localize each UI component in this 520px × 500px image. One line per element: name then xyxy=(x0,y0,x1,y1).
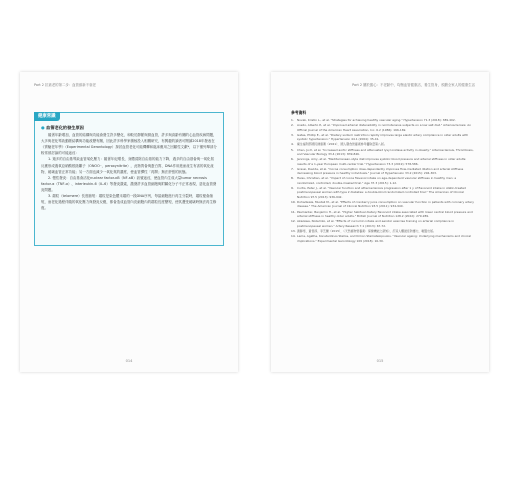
reference-number: 6. xyxy=(291,157,294,162)
box-body xyxy=(41,125,217,211)
reference-number: 14. xyxy=(291,234,296,239)
reference-text: 衛生福利部國民健康署（2021）．國人膳食營養素參考攝取量第八版。 xyxy=(297,142,387,147)
reference-text: Akazawa, Nobuhiko, et al. "Effects of curcumin intake and aerobic exercise training on arterial compliance in postmenopausal women." Artery Research 7.1 (2013): 67-72. xyxy=(297,219,455,228)
box-heading-text: 血管老化的發生原因 xyxy=(46,125,84,130)
reference-number: 12. xyxy=(291,219,296,224)
health-tip-box xyxy=(34,112,224,246)
paragraph-intro: 隨著年齡增加，血管的結構與功能會發生許多變化，和較於靜脈與微血管，許多與高齡有關的心血管疾病問題，大多與老化導致動脈結構與功能改變有關，因此許多科學家積極投入相關研究，有興趣的讀者可閱讀2018年發表在《實驗老年學》（Experimental Gerontology）探討血管老化可能機轉和臨床應用之回顧性文獻*，以下僅列舉部分較常被討論的可能途徑： xyxy=(41,133,217,156)
reference-text: Jennings, Amy, et al. "Mediterranean-style diet improves systolic blood pressure and arterial stiffness in older adults: results of a 1-year European multi-center trial." Hypertension 73.3 (2019): 578-586. xyxy=(297,157,467,166)
page-number-right: 015 xyxy=(376,359,384,363)
reference-text: Lama, Agathe, Konstantinos Stellos, and Kimon Stamatelopoulos. "Vascular ageing: Underlying mechanisms and clinical implications." Experimental Gerontology 109 (2018): 16-30. xyxy=(297,234,471,243)
running-header-right: Part 2 關於擔心：不老齡中，均衡血管健康活，養生管身，預鍛全家人的健康生活 xyxy=(352,83,475,87)
reference-text: Novak, Kristin L., et al. "Strategies for achieving healthy vascular aging." Hypertension 71.3 (2018): 389-402. xyxy=(297,118,456,122)
reference-number: 1. xyxy=(291,118,294,122)
reference-list xyxy=(291,118,475,243)
reference-number: 11. xyxy=(291,209,296,214)
paragraph-telomere: 3. 端粒（telomere）長度縮短：端粒是染色體末端的一段DNA序列，每當細胞進行再生分裂時，端粒便會縮短，而老化過程伴隨的氧化壓力與發炎反應，都會造成血管內皮細胞內的端粒長度變短，使其遭受破壞時無法再生修復。 xyxy=(41,194,217,211)
reference-number: 8. xyxy=(291,176,294,181)
reference-number: 4. xyxy=(291,142,294,147)
bullet-icon: ● xyxy=(41,125,45,130)
running-header-left: Part 2 抗衰老的第二步：血管維新不衰老 xyxy=(34,83,96,87)
reference-text: Pasmanter, Benjamin H., et al. "Higher habitual dietary flavonoid intake associated with lower central blood pressure and arterial stiffness in healthy older adults." British Journal of Nutrition 128.2 (2022): 279-289. xyxy=(297,209,473,219)
reference-item xyxy=(291,229,475,233)
reference-text: 黃靜雯、黃書淳、李芝蘭（2015）．《天然植物營養素：保健機能之新知》，打造人體最佳防護力，輕醫出版。 xyxy=(297,228,436,233)
reference-number: 2. xyxy=(291,123,294,128)
paragraph-free-radicals: 1. 過多的自由基導致血管氧化壓力：隨著年紀增長，身體清除自由基的能力下降，過多的自由基會與一氧化氮反應形成過氧亞硝酸根陰離子（ONOO⁻，peroxynitrite），此物質會與蛋白質、DNA作用進而產生有害的氧化產物，破壞血管正常功能；另一方面也減少一氧化氮的濃度，使血管彈性「再開」無法舒張的狀態。 xyxy=(41,157,214,174)
right-page xyxy=(271,72,489,372)
reference-item xyxy=(291,234,475,243)
box-heading xyxy=(41,125,217,131)
reference-number: 10. xyxy=(291,200,296,205)
reference-item xyxy=(291,157,475,166)
reference-number: 13. xyxy=(291,228,296,233)
reference-text: Anello, Alberto P., et al. "Improved arterial distensibility in normotensive subjects on a low salt diet." Arteriosclerosis: An Official Journal of the American Heart Association, Inc. 6.2 (1986): 166-169. xyxy=(297,123,472,132)
reference-text: Gates, Phillip E., et al. "Dietary sodium restriction rapidly improves large elastic artery compliance in older adults with systolic hypertension." Hypertension 44.1 (2004): 35-41. xyxy=(297,132,469,142)
references-title: 參考資料 xyxy=(291,110,307,115)
reference-number: 9. xyxy=(291,186,294,191)
paragraph-inflammation: 2. 慢性發炎：自由基會活化nuclear factor-κB（NF-κB）訊號途徑，使血管內生成大量tumor necrosis factor-α（TNF-α）、interleukin-6（IL-6）等發炎激素，激發許多血管細胞與附屬化分子不正常表現，惡化血管發炎問題。 xyxy=(41,175,217,192)
page-number-left: 014 xyxy=(125,359,133,363)
reference-item xyxy=(291,123,475,132)
reference-item xyxy=(291,142,475,146)
reference-text: Chen, Jo-Yi, et al. "Increased aortic stiffness and attenuated lysyl oxidase activity in obesity." Arteriosclerosis, Thrombosis, and Vascular Biology 33.4 (2013): 839-846. xyxy=(297,147,474,157)
reference-number: 7. xyxy=(291,166,294,171)
reference-item xyxy=(291,148,475,157)
reference-text: Heiss, Christian, et al. "Impact of cocoa flavanol intake on age-dependent vascular stiffness in healthy men: a randomized, controlled, double-masked trial." Age 37.3 (2015): 1-12. xyxy=(297,176,457,185)
reference-item xyxy=(291,133,475,142)
box-tag: 健康常識 xyxy=(34,112,60,121)
reference-item xyxy=(291,219,475,228)
reference-item xyxy=(291,167,475,176)
left-page xyxy=(20,72,238,372)
reference-item xyxy=(291,200,475,209)
reference-item xyxy=(291,176,475,185)
reference-number: 5. xyxy=(291,147,294,152)
reference-item xyxy=(291,186,475,199)
reference-item xyxy=(291,210,475,219)
reference-text: Curtis, Peter J., et al. "Vascular function and atherosclerosis progression after 1 y of flavonoid intake in statin-treated postmenopausal women with type 2 diabetes: a double-blind randomized controlled trial." The American of Clinical Nutrition 97.5 (2013): 936-942. xyxy=(297,186,466,199)
reference-text: Grassi, Davide, et al. "Cocoa consumption dose-dependently improves flow-mediated dilation and arterial stiffness decreasing blood pressure in healthy individuals." Journal of Hypertension 33.2 (2015): 294-303. xyxy=(297,166,464,176)
reference-text: Dohadwala, Mustali M., et al. "Effects of cranberry juice consumption on vascular function in patients with coronary artery disease." The American Journal of Clinical Nutrition 93.5 (2011): 934-940. xyxy=(297,200,474,209)
reference-number: 3. xyxy=(291,132,294,137)
references-section xyxy=(291,110,475,244)
reference-item xyxy=(291,118,475,122)
